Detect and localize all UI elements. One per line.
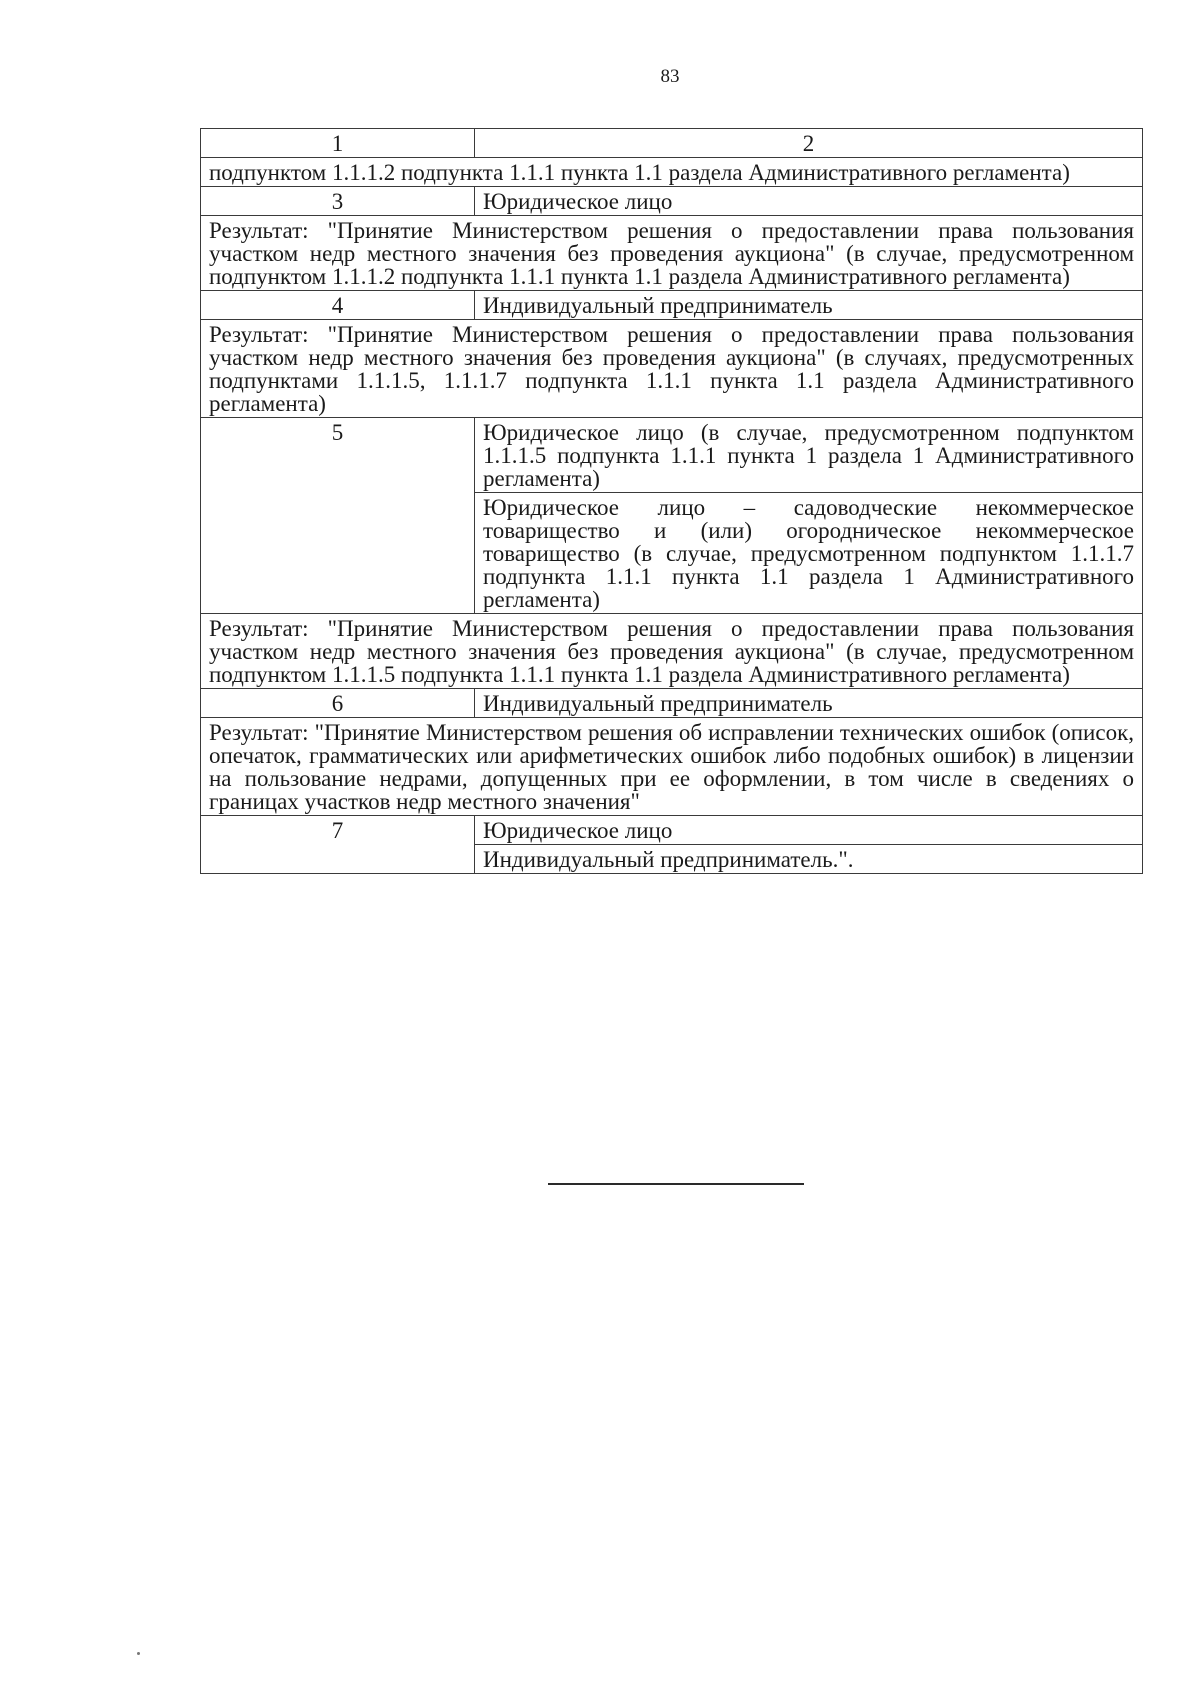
table-row xyxy=(201,187,1143,216)
applicant-cell: Юридическое лицо xyxy=(475,187,1143,216)
table-header-row xyxy=(201,129,1143,158)
row-number: 5 xyxy=(201,418,475,614)
result-text: Результат: "Принятие Министерством решения о предоставлении права пользования участком недр местного значения без проведения аукциона" (в случае, предусмотренном подпунктом 1.1.1.5 подпункта 1.1.1 пункта 1.1 раздела Административного регламента) xyxy=(201,614,1143,689)
end-divider-line xyxy=(548,1183,804,1185)
continuation-text: подпунктом 1.1.1.2 подпункта 1.1.1 пункта 1.1 раздела Административного регламента) xyxy=(201,158,1143,187)
table-row xyxy=(201,418,1143,493)
table-row xyxy=(201,216,1143,291)
applicant-cell: Юридическое лицо – садоводческие некоммерческое товарищество и (или) огородническое некоммерческое товарищество (в случае, предусмотренном подпунктом 1.1.1.7 подпункта 1.1.1 пункта 1.1 раздела 1 Административного регламента) xyxy=(475,493,1143,614)
applicant-cell: Юридическое лицо xyxy=(475,816,1143,845)
table-row xyxy=(201,614,1143,689)
column-header-1: 1 xyxy=(201,129,475,158)
table-row xyxy=(201,158,1143,187)
scan-speck xyxy=(137,1652,140,1655)
table-row xyxy=(201,816,1143,845)
column-header-2: 2 xyxy=(475,129,1143,158)
result-text: Результат: "Принятие Министерством решения о предоставлении права пользования участком недр местного значения без проведения аукциона" (в случае, предусмотренном подпунктом 1.1.1.2 подпункта 1.1.1 пункта 1.1 раздела Административного регламента) xyxy=(201,216,1143,291)
table-row xyxy=(201,689,1143,718)
applicant-cell: Индивидуальный предприниматель xyxy=(475,689,1143,718)
row-number: 6 xyxy=(201,689,475,718)
row-number: 4 xyxy=(201,291,475,320)
applicant-cell: Индивидуальный предприниматель.". xyxy=(475,845,1143,874)
applicant-cell: Индивидуальный предприниматель xyxy=(475,291,1143,320)
applicant-cell: Юридическое лицо (в случае, предусмотренном подпунктом 1.1.1.5 подпункта 1.1.1 пункта 1 раздела 1 Административного регламента) xyxy=(475,418,1143,493)
page-number: 83 xyxy=(660,66,680,87)
table-row xyxy=(201,291,1143,320)
result-text: Результат: "Принятие Министерством решения об исправлении технических ошибок (описок, опечаток, грамматических или арифметических ошибок либо подобных ошибок) в лицензии на пользование недрами, допущенных при ее оформлении, в том числе в сведениях о границах участков недр местного значения" xyxy=(201,718,1143,816)
table-row xyxy=(201,718,1143,816)
row-number: 7 xyxy=(201,816,475,874)
row-number: 3 xyxy=(201,187,475,216)
result-text: Результат: "Принятие Министерством решения о предоставлении права пользования участком недр местного значения без проведения аукциона" (в случаях, предусмотренных подпунктами 1.1.1.5, 1.1.1.7 подпункта 1.1.1 пункта 1.1 раздела Административного регламента) xyxy=(201,320,1143,418)
table-row xyxy=(201,320,1143,418)
regulation-table xyxy=(200,128,1143,874)
